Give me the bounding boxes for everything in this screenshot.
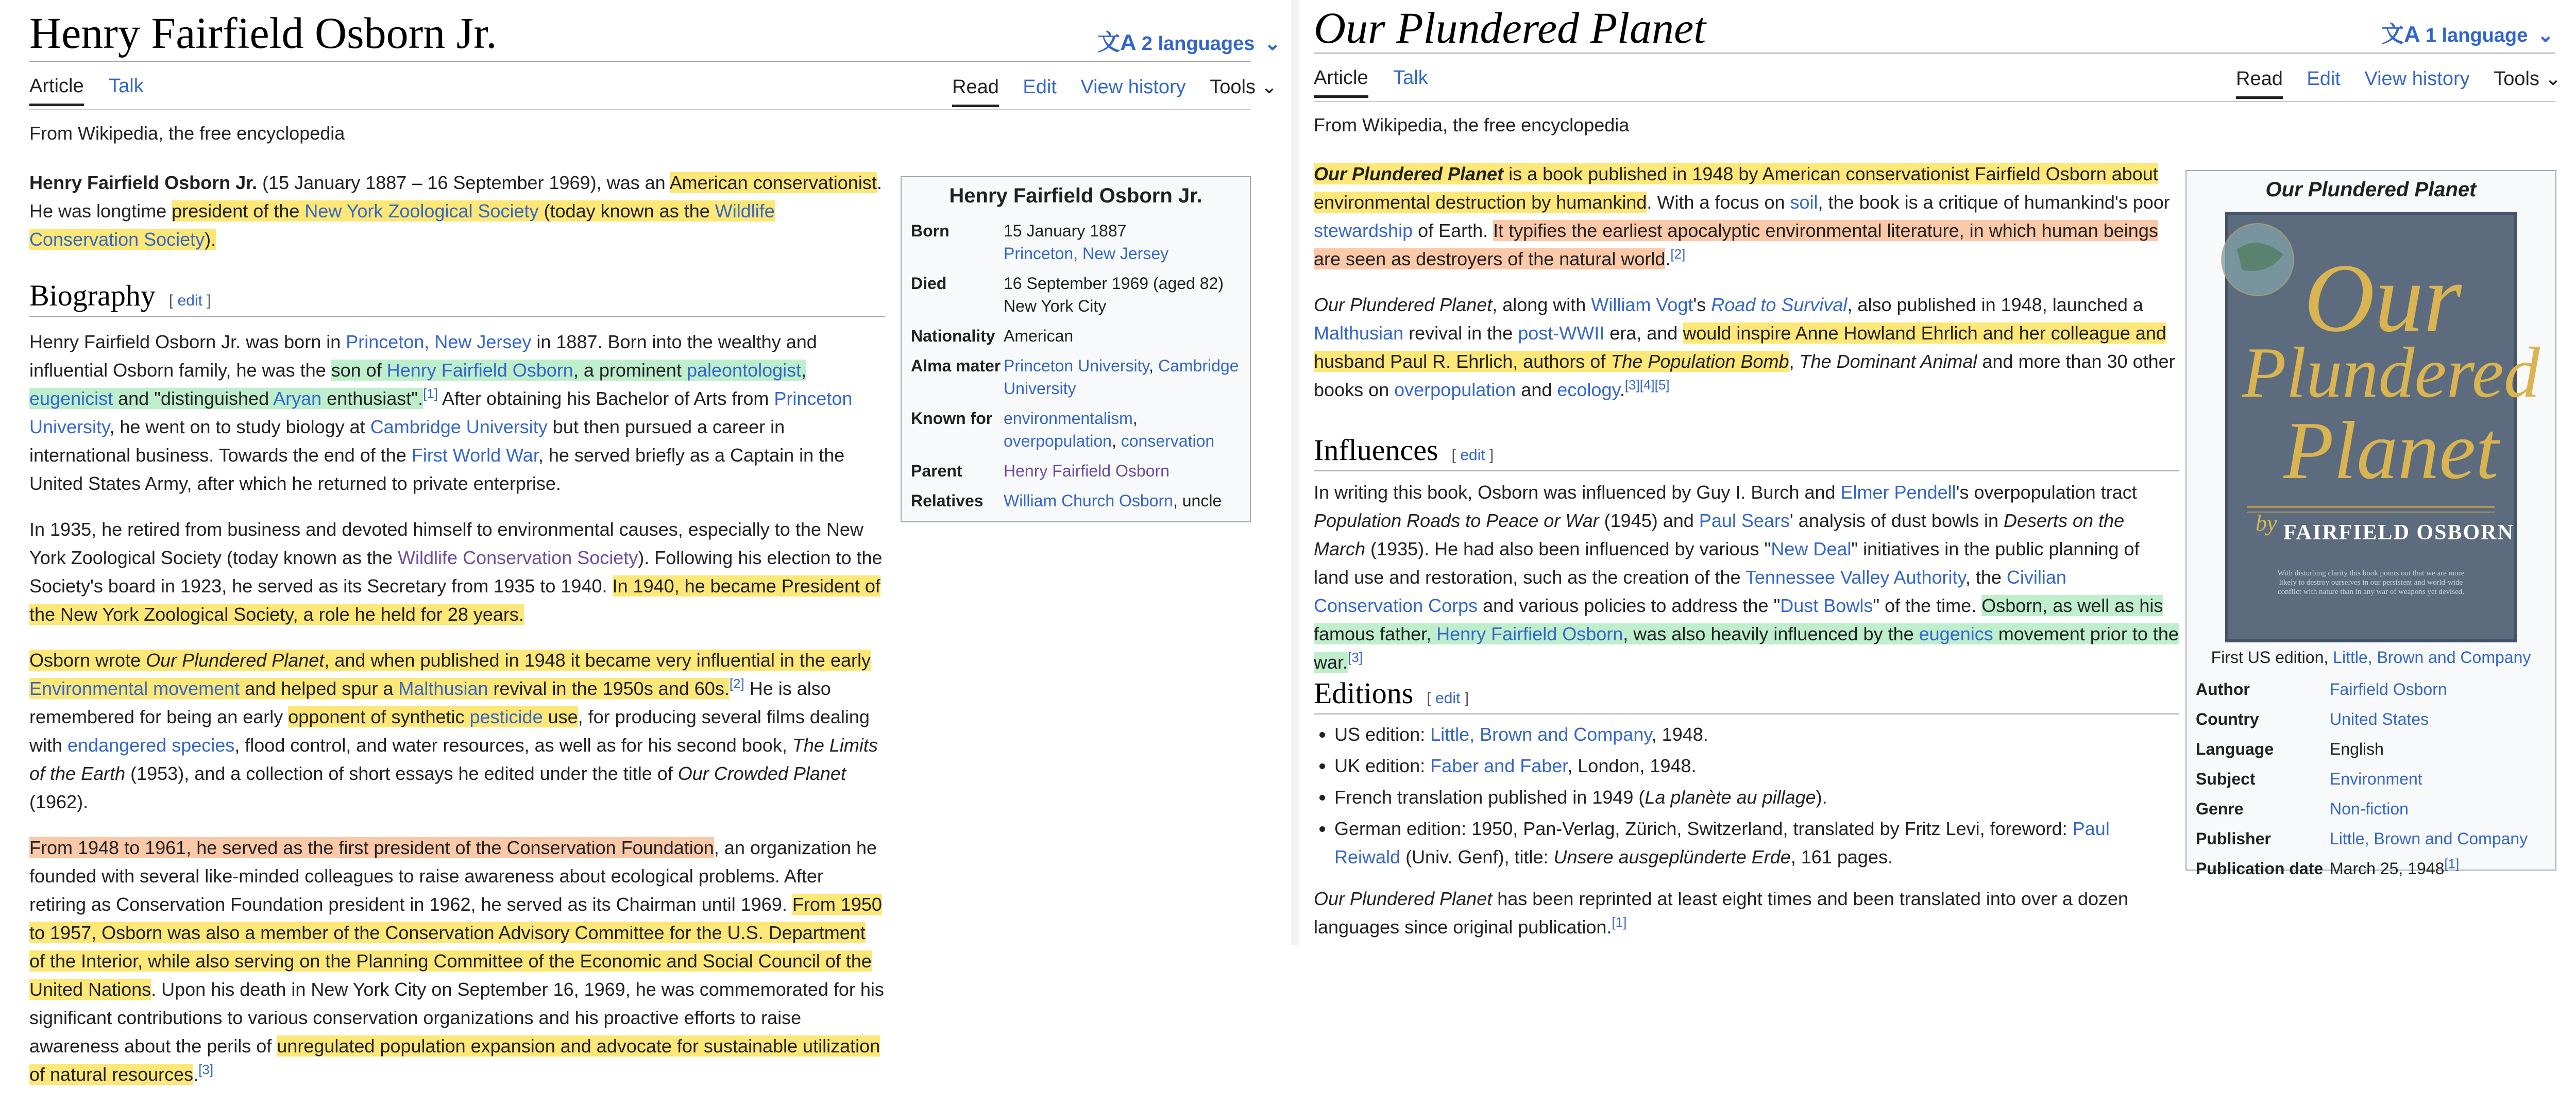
paragraph xyxy=(1314,884,2179,941)
heading-text: Editions xyxy=(1314,676,1414,710)
infobox-label: Alma mater xyxy=(911,356,1001,375)
section-heading-editions xyxy=(1314,676,2179,714)
section-edit-link[interactable]: [ edit ] xyxy=(1427,690,1469,707)
text: . xyxy=(1665,248,1671,269)
text: , 1948. xyxy=(1651,724,1708,745)
infobox xyxy=(2185,170,2556,878)
text: . Upon his death in New York City on September 16, 1969, he was commemorated for his significant contributions to various conservation organizations and his proactive efforts to raise awareness about the perils of xyxy=(29,979,884,1057)
text: but then pursued a career in international business. Towards the end of the xyxy=(29,416,785,466)
link[interactable]: Wildlife Conservation Society xyxy=(398,547,638,568)
translate-icon: 文A xyxy=(1097,30,1137,55)
link[interactable]: Cambridge University xyxy=(370,416,548,437)
alma-link[interactable]: Princeton University xyxy=(1004,356,1149,375)
link[interactable]: ecology xyxy=(1557,379,1620,400)
cover-by: by xyxy=(2256,511,2277,536)
text: , also published in 1948, launched a xyxy=(1847,294,2143,315)
tab-read[interactable]: Read xyxy=(2236,68,2283,99)
infobox-row-born xyxy=(911,219,1241,265)
citation-link[interactable]: [2] xyxy=(729,676,744,691)
text: , an organization he founded with several like-minded colleagues to raise awareness about ecological problems. After retiring as Conservation Foundation president in 1962, he served as its Chairman until 1969. xyxy=(29,837,877,915)
infobox-row-publication-date xyxy=(2196,857,2546,880)
text: In 1935, he retired from business and devoted himself to environmental causes, especially to the New York Zoological Society (today known as the xyxy=(29,519,863,568)
cover-blurb: With disturbing clarity this book points out that we are more likely to destroy ourselves in our persistent and world-wide conflict with nature than in any war of weapons yet devised. xyxy=(2277,569,2465,596)
text: , 161 pages. xyxy=(1790,846,1893,867)
title-text: Our Plundered Planet xyxy=(1314,3,1706,53)
author-link[interactable]: Fairfield Osborn xyxy=(2330,680,2447,699)
title-underline xyxy=(29,61,1250,62)
text: , for producing several films dealing with xyxy=(29,706,870,756)
text: son of xyxy=(331,360,387,381)
text: German edition: 1950, Pan-Verlag, Zürich, Switzerland, translated by Fritz Levi, foreword: xyxy=(1334,818,2073,839)
book-title: Our Plundered Planet xyxy=(1314,163,1504,184)
namespace-tabs xyxy=(1314,67,1428,98)
infobox-label: Nationality xyxy=(911,327,995,345)
separator: , xyxy=(1111,432,1121,450)
text: , xyxy=(1789,351,1800,372)
highlight: From 1950 to 1957, Osborn was also a member of the Conservation Advisory Committee for the U.S. Department of the Interior, while also serving on the Planning Committee of the Economic and Social Council of the United Nations xyxy=(29,894,882,1000)
genre-link[interactable]: Non-fiction xyxy=(2330,799,2409,818)
link[interactable]: Dust Bowls xyxy=(1780,595,1873,616)
text: 's overpopulation tract xyxy=(1956,482,2137,503)
text: movement prior to the war. xyxy=(1314,623,2179,673)
edit-label: edit xyxy=(177,292,202,309)
list-item xyxy=(1334,814,2179,871)
biography-body xyxy=(29,328,885,1106)
text: . xyxy=(193,1064,199,1085)
tab-read[interactable]: Read xyxy=(952,76,999,107)
publisher-link[interactable]: Little, Brown and Company xyxy=(2330,829,2528,848)
lead-body xyxy=(1314,160,2179,421)
text: UK edition: xyxy=(1334,755,1431,776)
language-count: 2 languages xyxy=(1141,33,1255,55)
text: , and when published in 1948 it became very influential in the early xyxy=(324,650,871,671)
text: ). Following his election to the Society's board in 1923, he served as its Secretary from 1935 to 1940. xyxy=(29,547,883,597)
subject-link[interactable]: Environment xyxy=(2330,770,2422,788)
text: " initiatives in the public planning of land use and restoration, such as the creation of the xyxy=(1314,538,2140,588)
highlight: unregulated population expansion and advocate for sustainable utilization of natural resources xyxy=(29,1035,880,1085)
infobox-label: Publication date xyxy=(2196,859,2324,878)
link[interactable]: First World War xyxy=(411,445,538,466)
namespace-tabs xyxy=(29,75,144,106)
text: use xyxy=(543,706,578,727)
link[interactable]: eugenics xyxy=(1919,623,1993,644)
link[interactable]: Little, Brown and Company xyxy=(1430,724,1652,745)
publication-date: March 25, 1948 xyxy=(2330,859,2445,878)
citation-link[interactable]: [1] xyxy=(1612,914,1627,930)
text: US edition: xyxy=(1334,724,1431,745)
link[interactable]: paleontologist xyxy=(686,360,802,381)
country-link[interactable]: United States xyxy=(2330,710,2429,728)
text: , flood control, and water resources, as well as for his second book, xyxy=(234,735,792,756)
infobox-label: Author xyxy=(2196,680,2250,699)
tab-view-history[interactable]: View history xyxy=(2364,68,2470,90)
infobox-row-parent xyxy=(911,460,1241,482)
chevron-down-icon: ⌄ xyxy=(1264,33,1281,55)
text: , the xyxy=(1965,567,2007,588)
link[interactable]: Malthusian xyxy=(398,678,488,699)
infobox-label: Relatives xyxy=(911,491,984,510)
text: Henry Fairfield Osborn Jr. was born in xyxy=(29,331,346,352)
image-caption xyxy=(2196,646,2546,669)
text: (1953), and a collection of short essays he edited under the title of xyxy=(125,763,678,784)
parent-link[interactable]: Henry Fairfield Osborn xyxy=(1004,462,1170,480)
infobox-label: Known for xyxy=(911,409,993,428)
relative-suffix: , uncle xyxy=(1173,491,1222,510)
text: ). xyxy=(1816,787,1827,808)
born-date: 15 January 1887 xyxy=(1004,222,1127,240)
tab-edit[interactable]: Edit xyxy=(2307,68,2341,90)
language-count: 1 language xyxy=(2425,25,2528,46)
infobox-label: Genre xyxy=(2196,799,2244,818)
text: era, and xyxy=(1604,322,1683,344)
infobox-label: Died xyxy=(911,274,947,293)
infobox-row-genre xyxy=(2196,797,2546,820)
infobox-label: Country xyxy=(2196,710,2259,728)
section-edit-link[interactable]: [ edit ] xyxy=(1451,447,1494,464)
language-selector[interactable] xyxy=(1097,24,1281,57)
link[interactable]: pesticide xyxy=(469,706,543,727)
link[interactable]: Paul Sears xyxy=(1699,510,1790,531)
infobox-row-subject xyxy=(2196,768,2546,790)
highlight-orange: From 1948 to 1961, he served as the first president of the Conservation Foundation xyxy=(29,837,714,858)
page-title xyxy=(1314,2,1706,54)
text: . With a focus on xyxy=(1647,192,1790,213)
infobox-row-known-for xyxy=(911,407,1241,452)
tab-view-history[interactable]: View history xyxy=(1080,76,1186,98)
text: , was also heavily influenced by the xyxy=(1623,623,1919,644)
tab-talk[interactable]: Talk xyxy=(1393,67,1428,89)
infobox-label: Born xyxy=(911,222,950,240)
book-cover-image[interactable] xyxy=(2227,213,2540,641)
translate-icon: 文A xyxy=(2381,22,2420,47)
separator: , xyxy=(1132,409,1138,428)
paragraph xyxy=(29,833,885,1088)
text: is a book published in 1948 by American conservationist Fairfield Osborn about environmental destruction by humankind xyxy=(1314,163,2158,213)
link[interactable]: Tennessee Valley Authority xyxy=(1745,567,1965,588)
infobox-label: Language xyxy=(2196,740,2274,758)
link[interactable]: Road to Survival xyxy=(1711,294,1848,315)
edit-label: edit xyxy=(1435,690,1461,707)
text: and various policies to address the " xyxy=(1478,595,1781,616)
citation-link[interactable]: [1] xyxy=(423,386,438,401)
died-place: New York City xyxy=(1004,297,1107,315)
infobox-label: Parent xyxy=(911,462,962,480)
language-selector[interactable] xyxy=(2381,15,2554,48)
link[interactable]: eugenicist xyxy=(29,388,113,409)
link[interactable]: Aryan xyxy=(273,388,322,409)
born-place-link[interactable]: Princeton, New Jersey xyxy=(1004,244,1169,263)
text: French translation published in 1949 ( xyxy=(1334,787,1645,808)
link[interactable]: Henry Fairfield Osborn xyxy=(386,360,573,381)
edit-label: edit xyxy=(1460,447,1485,464)
known-for-link[interactable]: conservation xyxy=(1121,432,1215,450)
text: and xyxy=(1516,379,1557,400)
book-title: Population Roads to Peace or War xyxy=(1314,510,1599,531)
tools-menu[interactable] xyxy=(1210,75,1277,105)
infobox xyxy=(901,176,1251,522)
section-heading-influences xyxy=(1314,433,2179,471)
text: , he went on to study biology at xyxy=(109,416,370,437)
text: (1945) and xyxy=(1599,510,1699,531)
language-value: English xyxy=(2330,740,2384,758)
text: " of the time. xyxy=(1873,595,1982,616)
book-title: The Dominant Animal xyxy=(1799,351,1977,372)
cover-title-line2: Plundered xyxy=(2242,333,2540,413)
subject-name: Henry Fairfield Osborn Jr. xyxy=(29,172,258,193)
paragraph xyxy=(1314,160,2179,273)
text: (1962). xyxy=(29,791,89,812)
text: ' analysis of dust bowls in xyxy=(1789,510,2004,531)
text: has been reprinted at least eight times and been translated into over a dozen languages since original publication. xyxy=(1314,888,2129,938)
text: 's xyxy=(1693,294,1711,315)
highlight: In 1940, he became President of the New York Zoological Society, a role he held for 28 years. xyxy=(29,575,880,625)
link[interactable]: Environmental movement xyxy=(29,678,240,699)
text: of Earth. xyxy=(1413,220,1494,241)
nationality-value: American xyxy=(1004,327,1074,345)
citation-link[interactable]: [3][4][5] xyxy=(1624,377,1670,393)
link[interactable]: New York Zoological Society xyxy=(304,200,539,222)
infobox-label: Publisher xyxy=(2196,829,2271,848)
text: president of the xyxy=(172,200,305,222)
link[interactable]: Faber and Faber xyxy=(1430,755,1568,776)
tab-bar-rule xyxy=(1314,101,2555,102)
link[interactable]: Wildlife Conservation Society xyxy=(29,200,775,250)
book-title: Our Plundered Planet xyxy=(146,650,325,671)
text: revival in the 1950s and 60s. xyxy=(488,678,730,699)
text: , a prominent xyxy=(573,360,687,381)
infobox-label: Subject xyxy=(2196,770,2256,788)
link[interactable]: Elmer Pendell xyxy=(1840,482,1956,503)
paragraph xyxy=(29,646,885,816)
book-title: Unsere ausgeplünderte Erde xyxy=(1553,846,1791,867)
text: In writing this book, Osborn was influenced by Guy I. Burch and xyxy=(1314,482,1841,503)
list-item xyxy=(1334,752,2179,780)
infobox-title: Henry Fairfield Osborn Jr. xyxy=(949,184,1202,207)
tab-bar-rule xyxy=(29,109,1250,110)
text: (Univ. Genf), title: xyxy=(1400,846,1554,867)
infobox-row-language xyxy=(2196,738,2546,760)
tools-label: Tools xyxy=(2494,68,2539,90)
view-tabs xyxy=(2236,67,2561,99)
highlight: American conservationist xyxy=(669,172,877,193)
citation-link[interactable]: [2] xyxy=(1670,246,1686,262)
infobox-row-relatives xyxy=(911,489,1241,512)
died-date: 16 September 1969 (aged 82) xyxy=(1004,274,1224,293)
book-title: La planète au pillage xyxy=(1645,787,1816,808)
tab-article[interactable]: Article xyxy=(1314,67,1368,98)
text: revival in the xyxy=(1403,322,1518,344)
infobox-row-died xyxy=(911,272,1241,317)
paragraph xyxy=(1314,478,2179,676)
tools-label: Tools xyxy=(1210,76,1256,98)
text: . He was longtime xyxy=(29,172,882,222)
text: in 1887. Born into the wealthy and influential Osborn family, he was the xyxy=(29,331,817,381)
infobox-row-author xyxy=(2196,678,2546,701)
text: . xyxy=(1619,379,1625,400)
known-for-link[interactable]: overpopulation xyxy=(1004,432,1112,450)
text: (1935). He had also been influenced by various " xyxy=(1365,538,1771,559)
citation-link[interactable]: [3] xyxy=(198,1062,214,1077)
infobox-row-country xyxy=(2196,708,2546,730)
book-title: Our Crowded Planet xyxy=(677,763,846,784)
text: opponent of synthetic xyxy=(288,706,470,727)
tab-talk[interactable]: Talk xyxy=(109,75,144,97)
heading-text: Biography xyxy=(29,279,156,312)
chevron-down-icon: ⌄ xyxy=(2545,68,2562,90)
cover-title-line1: Our xyxy=(2304,244,2462,352)
text: enthusiast". xyxy=(321,388,423,409)
separator: , xyxy=(1149,356,1158,375)
text: , he served briefly as a Captain in the United States Army, after which he returned to private enterprise. xyxy=(29,445,845,494)
editions-body xyxy=(1314,720,2179,959)
link[interactable]: endangered species xyxy=(67,735,235,756)
infobox-title: Our Plundered Planet xyxy=(2265,178,2477,201)
book-title: Our Plundered Planet xyxy=(1314,294,1493,315)
link[interactable]: Princeton University xyxy=(29,388,853,437)
link[interactable]: Princeton, New Jersey xyxy=(346,331,532,352)
text: and more than 30 other books on xyxy=(1314,351,2175,400)
link[interactable]: soil xyxy=(1790,192,1818,213)
tab-edit[interactable]: Edit xyxy=(1023,76,1057,98)
chevron-down-icon: ⌄ xyxy=(2537,25,2554,46)
section-edit-link[interactable]: [ edit ] xyxy=(168,292,211,309)
cover-author: FAIRFIELD OSBORN xyxy=(2283,521,2514,545)
left-article-pane xyxy=(0,0,1291,1085)
infobox-row-alma-mater xyxy=(911,354,1241,400)
tools-menu[interactable] xyxy=(2494,67,2561,96)
book-title: Our Plundered Planet xyxy=(1314,888,1493,909)
section-heading-biography xyxy=(29,278,885,317)
text: After obtaining his Bachelor of Arts from xyxy=(438,388,774,409)
publisher-link[interactable]: Little, Brown and Company xyxy=(2333,648,2531,667)
text: , London, 1948. xyxy=(1567,755,1697,776)
link[interactable]: William Vogt xyxy=(1591,294,1693,315)
paragraph xyxy=(29,515,885,628)
tagline: From Wikipedia, the free encyclopedia xyxy=(29,123,345,144)
text: (15 January 1887 – 16 September 1969), was an xyxy=(257,172,670,193)
citation-link[interactable]: [1] xyxy=(2444,856,2460,872)
editions-list xyxy=(1314,720,2179,871)
text: and helped spur a xyxy=(240,678,399,699)
link[interactable]: Paul Reiwald xyxy=(1334,818,2110,867)
text: , xyxy=(801,360,807,381)
lead-paragraph xyxy=(29,168,885,253)
citation-link[interactable]: [3] xyxy=(1348,650,1363,665)
list-item xyxy=(1334,783,2179,811)
link[interactable]: New Deal xyxy=(1771,538,1852,559)
text: would inspire Anne Howland Ehrlich and her colleague and husband Paul R. Ehrlich, authors of xyxy=(1314,322,2166,372)
pane-divider xyxy=(1291,0,1299,945)
text: , along with xyxy=(1492,294,1591,315)
paragraph xyxy=(29,328,885,498)
highlight xyxy=(288,706,578,727)
tagline: From Wikipedia, the free encyclopedia xyxy=(1314,114,1630,135)
text: and "distinguished xyxy=(113,388,274,409)
infobox-row-nationality xyxy=(911,325,1241,347)
book-title: The Population Bomb xyxy=(1611,351,1789,372)
text: First US edition, xyxy=(2211,648,2333,667)
view-tabs xyxy=(952,75,1277,107)
text: Osborn, as well as his famous father, xyxy=(1314,595,2163,644)
influences-body xyxy=(1314,478,2179,694)
title-underline xyxy=(1314,53,2555,54)
alma-link[interactable]: Cambridge University xyxy=(1004,356,1239,398)
text: (today known as the xyxy=(538,200,715,222)
text: , the book is a critique of humankind's poor xyxy=(1818,192,2170,213)
book-title: The Limits of the Earth xyxy=(29,735,878,784)
tab-article[interactable]: Article xyxy=(29,75,84,106)
cover-title-line3: Planet xyxy=(2283,404,2499,496)
link[interactable]: stewardship xyxy=(1314,220,1413,241)
paragraph xyxy=(1314,291,2179,404)
book-title: Deserts on the March xyxy=(1314,510,2125,559)
text: He is also remembered for being an early xyxy=(29,678,831,727)
text: Osborn wrote xyxy=(29,650,146,671)
page-title: Henry Fairfield Osborn Jr. xyxy=(29,8,497,58)
highlight-orange: It typifies the earliest apocalyptic environmental literature, in which human beings are seen as destroyers of the natural world xyxy=(1314,220,2158,269)
known-for-link[interactable]: environmentalism xyxy=(1004,409,1133,428)
infobox-row-publisher xyxy=(2196,827,2546,850)
link[interactable]: Henry Fairfield Osborn xyxy=(1436,623,1623,644)
list-item xyxy=(1334,720,2179,748)
chevron-down-icon: ⌄ xyxy=(1261,76,1278,98)
link[interactable]: overpopulation xyxy=(1394,379,1516,400)
heading-text: Influences xyxy=(1314,433,1438,467)
link[interactable]: post-WWII xyxy=(1518,322,1605,344)
link[interactable]: Civilian Conservation Corps xyxy=(1314,567,2066,616)
relative-link[interactable]: William Church Osborn xyxy=(1004,491,1173,510)
link[interactable]: Malthusian xyxy=(1314,322,1404,344)
text: ). xyxy=(205,229,216,250)
right-article-pane xyxy=(1299,0,2576,945)
